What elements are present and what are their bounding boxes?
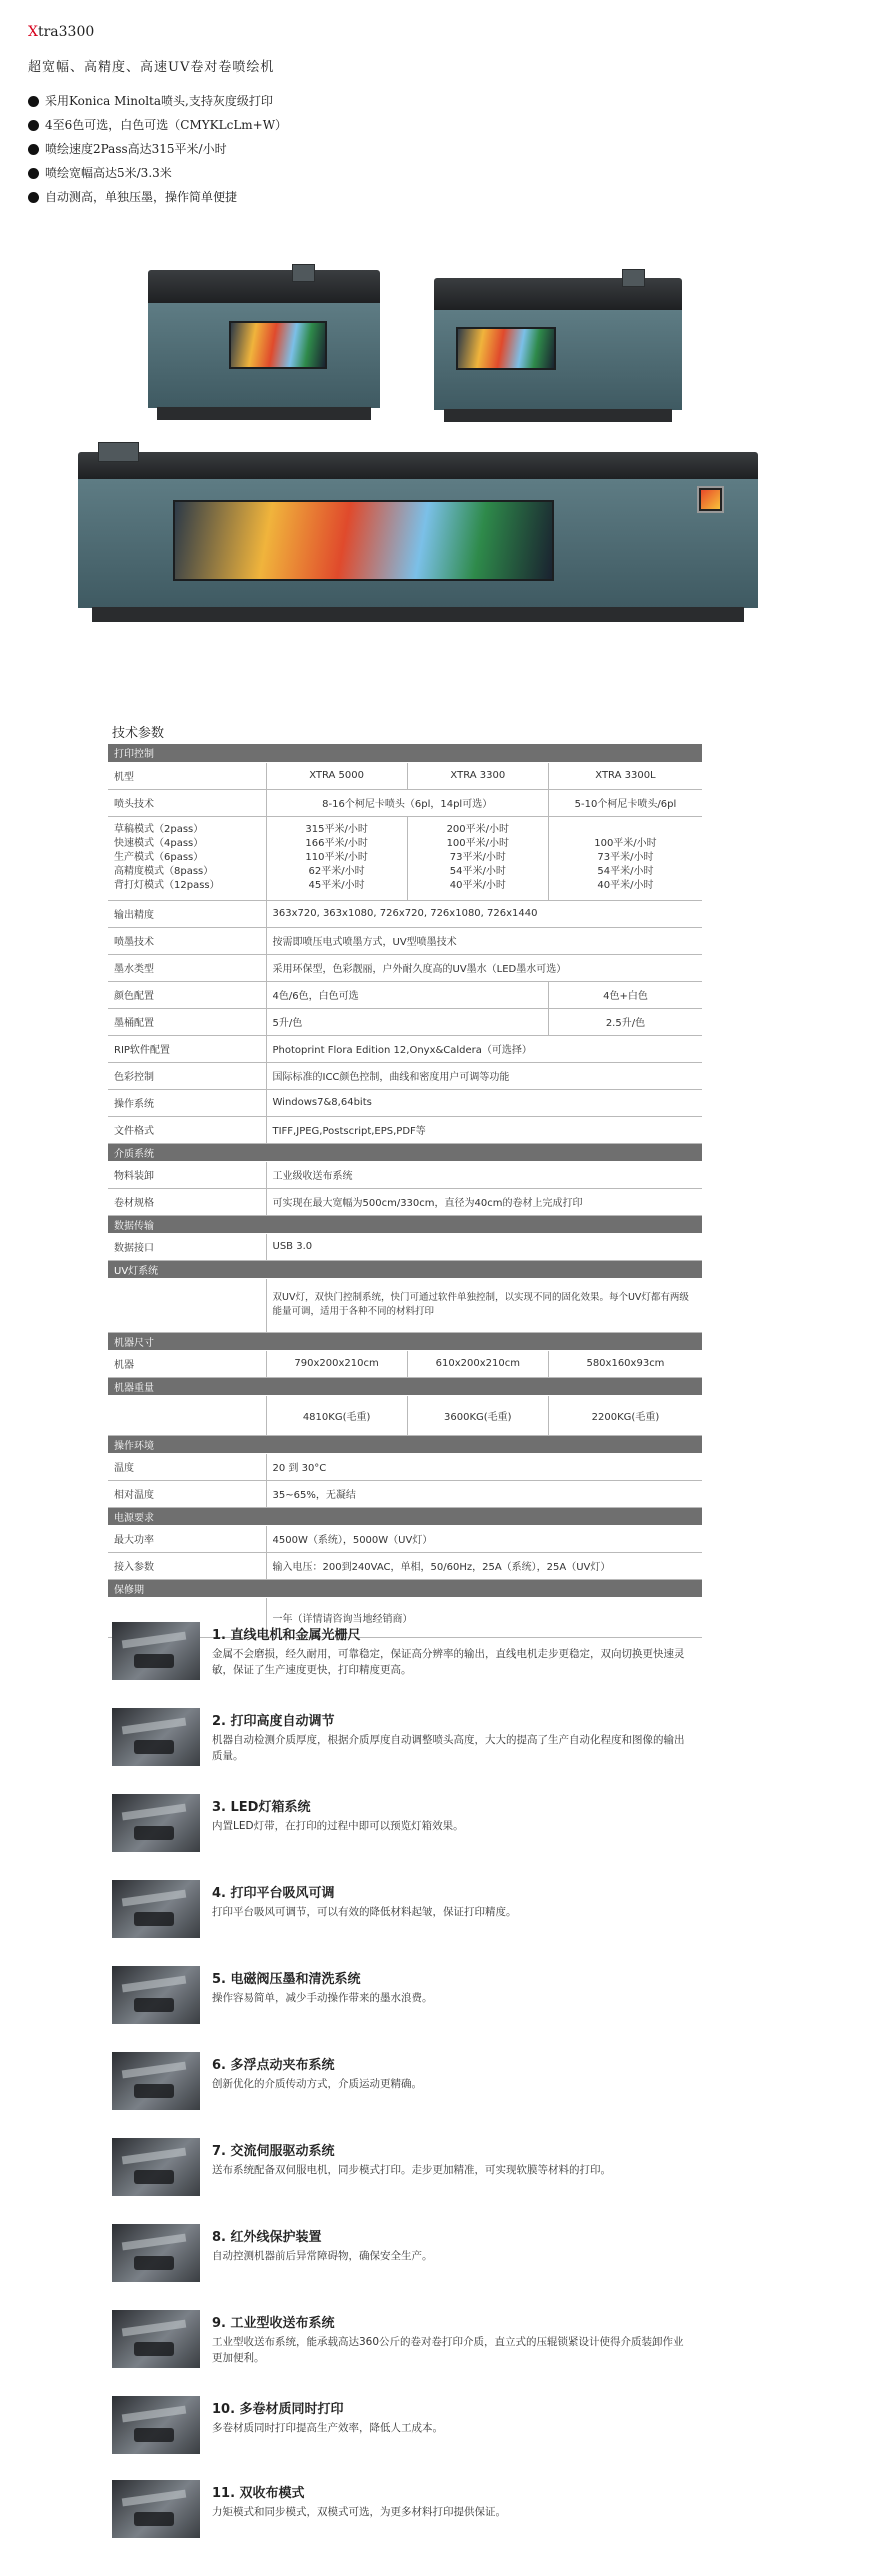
table-row <box>108 1089 702 1116</box>
cell-value: 可实现在最大宽幅为500cm/330cm，直径为40cm的卷材上完成打印 <box>266 1188 702 1215</box>
cell-value: 35~65%，无凝结 <box>266 1480 702 1507</box>
feature-item <box>112 2224 692 2286</box>
cell-value: 5-10个柯尼卡喷头/6pl <box>548 789 702 816</box>
row-label: 色彩控制 <box>108 1062 266 1089</box>
model-name: XTRA 3300 <box>407 762 548 789</box>
table-row <box>108 1552 702 1579</box>
bullet-item <box>28 113 628 137</box>
table-row-speed <box>108 816 702 900</box>
product-header <box>28 24 628 209</box>
bullet-icon <box>28 168 39 179</box>
cell-value: 5升/色 <box>266 1008 548 1035</box>
cell-value: 4色+白色 <box>548 981 702 1008</box>
row-label: 数据接口 <box>108 1233 266 1260</box>
row-label: RIP软件配置 <box>108 1035 266 1062</box>
feature-photo <box>112 2138 200 2196</box>
cell-value: 输入电压：200到240VAC，单相，50/60Hz，25A（系统），25A（UV灯） <box>266 1552 702 1579</box>
row-label: 接入参数 <box>108 1552 266 1579</box>
table-row <box>108 1233 702 1260</box>
printer-image-right <box>434 278 682 422</box>
bullet-text: 4至6色可选，白色可选（CMYKLcLm+W） <box>45 118 288 132</box>
section-weight <box>108 1377 702 1395</box>
row-label: 喷头技术 <box>108 789 266 816</box>
feature-photo <box>112 1966 200 2024</box>
table-row <box>108 1008 702 1035</box>
feature-item <box>112 2480 692 2542</box>
row-label: 文件格式 <box>108 1116 266 1143</box>
feature-photo <box>112 2396 200 2454</box>
cell-value: TIFF,JPEG,Postscript,EPS,PDF等 <box>266 1116 702 1143</box>
bullet-icon <box>28 192 39 203</box>
section-label: 机器尺寸 <box>108 1332 702 1350</box>
section-label: 打印控制 <box>108 744 702 762</box>
feature-photo <box>112 2052 200 2110</box>
bullet-item <box>28 185 628 209</box>
feature-title: 11. 双收布模式 <box>212 2486 305 2501</box>
feature-item <box>112 2310 692 2372</box>
row-label: 颜色配置 <box>108 981 266 1008</box>
feature-title: 3. LED灯箱系统 <box>212 1800 311 1815</box>
feature-desc: 创新优化的介质传动方式，介质运动更精确。 <box>212 2078 422 2090</box>
cell-value: 4500W（系统），5000W（UV灯） <box>266 1525 702 1552</box>
bullet-text: 喷绘速度2Pass高达315平米/小时 <box>45 142 227 156</box>
table-row <box>108 1350 702 1377</box>
speed-values: 315平米/小时 166平米/小时 110平米/小时 62平米/小时 45平米/小时 <box>266 816 407 900</box>
feature-desc: 机器自动检测介质厚度，根据介质厚度自动调整喷头高度，大大的提高了生产自动化程度和图像的输出质量。 <box>212 1734 685 1762</box>
cell-value: 国际标准的ICC颜色控制，曲线和密度用户可调等功能 <box>266 1062 702 1089</box>
feature-desc: 工业型收送布系统，能承载高达360公斤的卷对卷打印介质，直立式的压辊锁紧设计使得介质装卸作业更加便利。 <box>212 2336 684 2364</box>
product-title <box>28 24 628 46</box>
printer-image-main <box>78 452 758 622</box>
spec-heading: 技术参数 <box>112 726 165 741</box>
section-print-control <box>108 744 702 762</box>
feature-title: 7. 交流伺服驱动系统 <box>212 2144 335 2159</box>
table-row <box>108 1453 702 1480</box>
bullet-icon <box>28 144 39 155</box>
model-name: XTRA 5000 <box>266 762 407 789</box>
table-row <box>108 1035 702 1062</box>
feature-title: 2. 打印高度自动调节 <box>212 1714 335 1729</box>
feature-title: 6. 多浮点动夹布系统 <box>212 2058 335 2073</box>
cell-value: 3600KG(毛重) <box>407 1395 548 1435</box>
table-row <box>108 789 702 816</box>
table-row <box>108 1278 702 1332</box>
feature-photo <box>112 2224 200 2282</box>
feature-desc: 打印平台吸风可调节，可以有效的降低材料起皱，保证打印精度。 <box>212 1906 517 1918</box>
section-uv <box>108 1260 702 1278</box>
feature-photo <box>112 1880 200 1938</box>
cell-value: 4810KG(毛重) <box>266 1395 407 1435</box>
table-row <box>108 981 702 1008</box>
section-label: UV灯系统 <box>108 1260 702 1278</box>
row-label: 机器 <box>108 1350 266 1377</box>
table-row <box>108 1395 702 1435</box>
printer-image-left <box>148 270 380 420</box>
row-label-empty <box>108 1395 266 1435</box>
cell-value: 一年（详情请咨询当地经销商） <box>266 1597 702 1637</box>
section-label: 介质系统 <box>108 1143 702 1161</box>
feature-item <box>112 1708 692 1770</box>
feature-item <box>112 2052 692 2114</box>
table-row <box>108 1188 702 1215</box>
cell-value: Photoprint Flora Edition 12,Onyx&Caldera（可选择） <box>266 1035 702 1062</box>
table-row <box>108 954 702 981</box>
feature-item <box>112 1794 692 1856</box>
row-label: 卷材规格 <box>108 1188 266 1215</box>
model-name: XTRA 3300L <box>548 762 702 789</box>
feature-title: 8. 红外线保护装置 <box>212 2230 322 2245</box>
cell-value: 363x720, 363x1080, 726x720, 726x1080, 726x1440 <box>266 900 702 927</box>
feature-item <box>112 1880 692 1942</box>
feature-title: 10. 多卷材质同时打印 <box>212 2402 344 2417</box>
row-label: 操作系统 <box>108 1089 266 1116</box>
row-label: 最大功率 <box>108 1525 266 1552</box>
feature-photo <box>112 2310 200 2368</box>
cell-value: 按需即喷压电式喷墨方式，UV型喷墨技术 <box>266 927 702 954</box>
bullet-item <box>28 161 628 185</box>
section-media <box>108 1143 702 1161</box>
feature-title: 4. 打印平台吸风可调 <box>212 1886 335 1901</box>
print-modes: 草稿模式（2pass） 快速模式（4pass） 生产模式（6pass） 高精度模式（8pass） 背打灯模式（12pass） <box>108 816 266 900</box>
cell-value: 610x200x210cm <box>407 1350 548 1377</box>
table-row <box>108 927 702 954</box>
speed-values: 100平米/小时 73平米/小时 54平米/小时 40平米/小时 <box>548 816 702 900</box>
feature-desc: 内置LED灯带，在打印的过程中即可以预览灯箱效果。 <box>212 1820 464 1832</box>
row-label: 输出精度 <box>108 900 266 927</box>
bullet-text: 喷绘宽幅高达5米/3.3米 <box>45 166 172 180</box>
cell-value: 采用环保型，色彩靓丽，户外耐久度高的UV墨水（LED墨水可选） <box>266 954 702 981</box>
feature-item <box>112 1622 692 1684</box>
feature-title: 1. 直线电机和金属光栅尺 <box>212 1628 361 1643</box>
section-label: 电源要求 <box>108 1507 702 1525</box>
table-row <box>108 1062 702 1089</box>
feature-desc: 金属不会磨损，经久耐用，可靠稳定，保证高分辨率的输出，直线电机走步更稳定，双向切换更快速灵敏，保证了生产速度更快，打印精度更高。 <box>212 1648 685 1676</box>
row-label: 温度 <box>108 1453 266 1480</box>
section-size <box>108 1332 702 1350</box>
feature-item <box>112 1966 692 2028</box>
row-label: 墨水类型 <box>108 954 266 981</box>
row-label: 墨桶配置 <box>108 1008 266 1035</box>
feature-photo <box>112 1708 200 1766</box>
feature-title: 5. 电磁阀压墨和清洗系统 <box>212 1972 361 1987</box>
table-row <box>108 1116 702 1143</box>
table-row <box>108 1525 702 1552</box>
feature-desc: 多卷材质同时打印提高生产效率，降低人工成本。 <box>212 2422 443 2434</box>
feature-item <box>112 2396 692 2458</box>
feature-desc: 自动控测机器前后异常障碍物，确保安全生产。 <box>212 2250 433 2262</box>
cell-value: 20 到 30°C <box>266 1453 702 1480</box>
title-prefix: X <box>28 24 38 40</box>
bullet-icon <box>28 120 39 131</box>
section-label: 数据传输 <box>108 1215 702 1233</box>
section-data <box>108 1215 702 1233</box>
section-env <box>108 1435 702 1453</box>
row-label: 机型 <box>108 762 266 789</box>
feature-bullets <box>28 89 628 209</box>
feature-desc: 送布系统配备双伺服电机，同步模式打印。走步更加精准，可实现软膜等材料的打印。 <box>212 2164 611 2176</box>
feature-item <box>112 2138 692 2200</box>
feature-desc: 操作容易简单，减少手动操作带来的墨水浪费。 <box>212 1992 433 2004</box>
table-row <box>108 1161 702 1188</box>
title-rest: tra3300 <box>37 24 95 40</box>
product-subtitle: 超宽幅、高精度、高速UV卷对卷喷绘机 <box>28 60 275 75</box>
table-row <box>108 900 702 927</box>
cell-value: Windows7&8,64bits <box>266 1089 702 1116</box>
bullet-item <box>28 137 628 161</box>
bullet-text: 自动测高，单独压墨，操作简单便捷 <box>45 190 238 204</box>
feature-title: 9. 工业型收送布系统 <box>212 2316 335 2331</box>
cell-value: 2.5升/色 <box>548 1008 702 1035</box>
speed-values: 200平米/小时 100平米/小时 73平米/小时 54平米/小时 40平米/小时 <box>407 816 548 900</box>
cell-value: 双UV灯，双快门控制系统，快门可通过软件单独控制，以实现不同的固化效果。每个UV灯都有两级能量可调，适用于各种不同的材料打印 <box>266 1278 702 1332</box>
control-screen <box>697 486 724 513</box>
cell-value: USB 3.0 <box>266 1233 702 1260</box>
cell-value: 2200KG(毛重) <box>548 1395 702 1435</box>
row-label-empty <box>108 1278 266 1332</box>
feature-photo <box>112 1622 200 1680</box>
row-label: 物料装卸 <box>108 1161 266 1188</box>
cell-value: 4色/6色，白色可选 <box>266 981 548 1008</box>
cell-value: 8-16个柯尼卡喷头（6pl，14pl可选） <box>266 789 548 816</box>
spec-table <box>108 744 702 1638</box>
section-label: 保修期 <box>108 1579 702 1597</box>
row-label: 相对温度 <box>108 1480 266 1507</box>
table-row <box>108 762 702 789</box>
section-warranty <box>108 1579 702 1597</box>
bullet-item <box>28 89 628 113</box>
section-label: 操作环境 <box>108 1435 702 1453</box>
feature-photo <box>112 2480 200 2538</box>
bullet-icon <box>28 96 39 107</box>
feature-desc: 力矩模式和同步模式，双模式可选，为更多材料打印提供保证。 <box>212 2506 506 2518</box>
cell-value: 工业级收送布系统 <box>266 1161 702 1188</box>
row-label: 喷墨技术 <box>108 927 266 954</box>
feature-photo <box>112 1794 200 1852</box>
section-label: 机器重量 <box>108 1377 702 1395</box>
cell-value: 790x200x210cm <box>266 1350 407 1377</box>
table-row <box>108 1480 702 1507</box>
bullet-text: 采用Konica Minolta喷头,支持灰度级打印 <box>45 94 273 108</box>
cell-value: 580x160x93cm <box>548 1350 702 1377</box>
section-power <box>108 1507 702 1525</box>
